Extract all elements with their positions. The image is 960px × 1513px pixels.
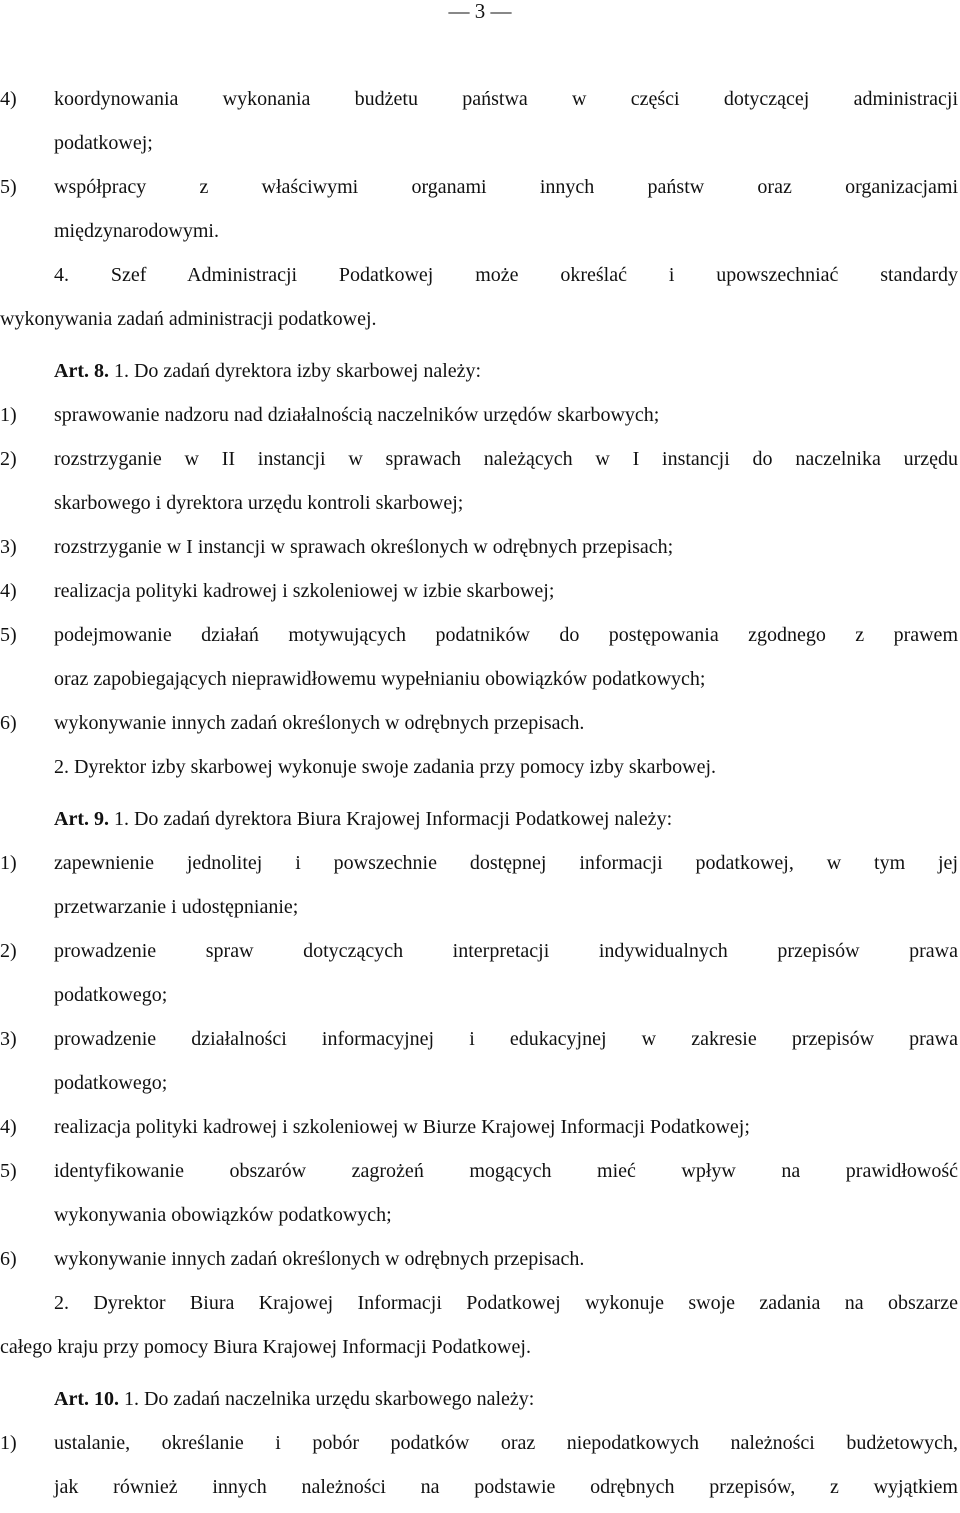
document-body [0,77,958,1509]
item-number: 5) [0,624,17,646]
item-text: sprawowanie nadzoru nad działalnością naczelników urzędów skarbowych; [54,404,660,426]
item-text-continuation: podatkowego; [54,984,168,1006]
item-text-continuation: międzynarodowymi. [54,220,219,242]
item-text: identyfikowanie obszarów zagrożeń mogących mieć wpływ na prawidłowość [54,1160,958,1182]
item-text: koordynowania wykonania budżetu państwa w części dotyczącej administracji [54,88,958,110]
article-intro: 1. Do zadań naczelnika urzędu skarbowego należy: [118,1388,535,1410]
article-label: Art. 9. [54,808,109,830]
paragraph-line: 2. Dyrektor Biura Krajowej Informacji Podatkowej wykonuje swoje zadania na obszarze [54,1292,958,1314]
paragraph-line: wykonywania zadań administracji podatkowej. [0,308,377,330]
article-heading [0,349,958,393]
list-item [0,1237,958,1281]
item-text-continuation: oraz zapobiegających nieprawidłowemu wypełnianiu obowiązków podatkowych; [54,668,706,690]
list-item [0,1017,958,1061]
list-item [0,525,958,569]
paragraph-line: całego kraju przy pomocy Biura Krajowej Informacji Podatkowej. [0,1336,531,1358]
list-item [0,569,958,613]
item-text-continuation: podatkowego; [54,1072,168,1094]
spacer [0,1369,958,1377]
item-text: wykonywanie innych zadań określonych w odrębnych przepisach. [54,712,585,734]
item-text: realizacja polityki kadrowej i szkoleniowej w izbie skarbowej; [54,580,555,602]
item-number: 6) [0,712,17,734]
article-label: Art. 10. [54,1388,119,1410]
item-text: współpracy z właściwymi organami innych państw oraz organizacjami [54,176,958,198]
article-heading [0,1377,958,1421]
item-number: 1) [0,852,17,874]
article-label: Art. 8. [54,360,109,382]
item-text: rozstrzyganie w I instancji w sprawach określonych w odrębnych przepisach; [54,536,674,558]
item-number: 2) [0,448,17,470]
spacer [0,789,958,797]
item-text-continuation: jak również innych należności na podstawie odrębnych przepisów, z wyjątkiem [54,1476,958,1498]
item-text-continuation: podatkowej; [54,132,153,154]
item-number: 3) [0,536,17,558]
list-item [0,393,958,437]
list-item [0,77,958,121]
item-text: zapewnienie jednolitej i powszechnie dostępnej informacji podatkowej, w tym jej [54,852,958,874]
paragraph-line: 4. Szef Administracji Podatkowej może określać i upowszechniać standardy [54,264,958,286]
article-intro: 1. Do zadań dyrektora Biura Krajowej Informacji Podatkowej należy: [108,808,673,830]
item-text: prowadzenie działalności informacyjnej i edukacyjnej w zakresie przepisów prawa [54,1028,958,1050]
item-text: prowadzenie spraw dotyczących interpretacji indywidualnych przepisów prawa [54,940,958,962]
list-item [0,165,958,209]
item-number: 4) [0,88,17,110]
item-text: ustalanie, określanie i pobór podatków oraz niepodatkowych należności budżetowych, [54,1432,958,1454]
item-number: 5) [0,176,17,198]
item-text: wykonywanie innych zadań określonych w odrębnych przepisach. [54,1248,585,1270]
item-text: realizacja polityki kadrowej i szkoleniowej w Biurze Krajowej Informacji Podatkowej; [54,1116,750,1138]
item-number: 3) [0,1028,17,1050]
item-text: rozstrzyganie w II instancji w sprawach należących w I instancji do naczelnika urzędu [54,448,958,470]
item-text-continuation: przetwarzanie i udostępnianie; [54,896,299,918]
item-text-continuation: skarbowego i dyrektora urzędu kontroli skarbowej; [54,492,464,514]
item-number: 5) [0,1160,17,1182]
article-intro: 1. Do zadań dyrektora izby skarbowej należy: [108,360,482,382]
item-number: 1) [0,1432,17,1454]
list-item [0,1105,958,1149]
list-item [0,841,958,885]
spacer [0,341,958,349]
item-number: 1) [0,404,17,426]
list-item [0,1149,958,1193]
article-heading [0,797,958,841]
paragraph-line: 2. Dyrektor izby skarbowej wykonuje swoje zadania przy pomocy izby skarbowej. [54,756,717,778]
list-item [0,613,958,657]
list-item [0,929,958,973]
item-number: 4) [0,580,17,602]
item-number: 6) [0,1248,17,1270]
list-item [0,1421,958,1465]
item-number: 4) [0,1116,17,1138]
item-number: 2) [0,940,17,962]
page-number: — 3 — [448,0,512,23]
item-text: podejmowanie działań motywujących podatników do postępowania zgodnego z prawem [54,624,958,646]
item-text-continuation: wykonywania obowiązków podatkowych; [54,1204,392,1226]
list-item [0,437,958,481]
list-item [0,701,958,745]
